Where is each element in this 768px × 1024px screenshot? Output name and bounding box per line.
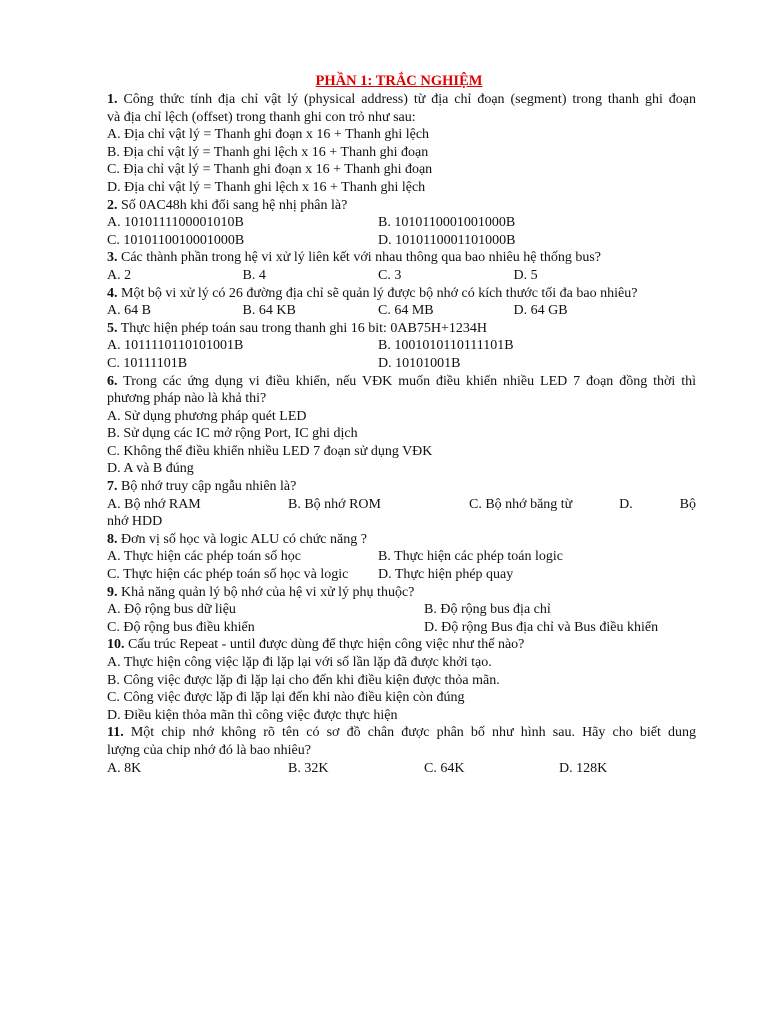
option-d: D. 128K (559, 760, 608, 776)
question-text: Số 0AC48h khi đổi sang hệ nhị phân là? (117, 197, 348, 213)
question-text: Trong các ứng dụng vi điều khiển, nếu VĐK muốn điều khiển nhiều LED 7 đoạn đồng thời thì (117, 373, 696, 389)
question-1-option-c: C. Địa chỉ vật lý = Thanh ghi đoạn x 16 + Thanh ghi đoạn (107, 162, 433, 178)
option-d: D. Thực hiện phép quay (378, 567, 514, 583)
option-d: D. 10101001B (378, 355, 461, 371)
question-7-options (107, 496, 696, 514)
option-c-d (469, 496, 696, 514)
question-11-options (107, 760, 696, 778)
question-2 (107, 197, 696, 215)
question-text: Công thức tính địa chỉ vật lý (physical address) từ địa chỉ đoạn (segment) trong thanh ghi đoạn (117, 92, 696, 107)
question-2-options-cd (107, 232, 696, 250)
question-number: 10. (107, 637, 125, 653)
option-d-label: D. (619, 496, 633, 512)
option-a: A. 8K (107, 760, 142, 776)
question-7 (107, 478, 696, 496)
question-number: 9. (107, 584, 118, 600)
option-b: B. 32K (288, 760, 329, 776)
question-text: Một chip nhớ không rõ tên có sơ đồ chân được phân bố như hình sau. Hãy cho biết dung (123, 725, 696, 741)
question-4 (107, 285, 696, 303)
question-text: Thực hiện phép toán sau trong thanh ghi 16 bit: 0AB75H+1234H (117, 320, 487, 336)
question-text: Các thành phần trong hệ vi xử lý liên kết với nhau thông qua bao nhiêu hệ thống bus? (117, 250, 602, 266)
question-8 (107, 531, 696, 549)
option-c: C. Độ rộng bus điều khiển (107, 619, 255, 635)
question-number: 5. (107, 320, 118, 336)
option-b: B. Bộ nhớ ROM (288, 496, 381, 512)
option-c: C. 3 (378, 267, 402, 283)
question-6-option-d: D. A và B đúng (107, 461, 194, 477)
option-c: C. 64K (424, 760, 465, 776)
question-9 (107, 584, 696, 602)
question-number: 11. (107, 725, 124, 741)
question-10-option-b: B. Công việc được lặp đi lặp lại cho đến khi điều kiện được thỏa mãn. (107, 672, 500, 688)
question-number: 4. (107, 285, 118, 301)
question-9-options-ab (107, 601, 696, 619)
question-1-line-2: và địa chỉ lệch (offset) trong thanh ghi con trỏ như sau: (107, 109, 416, 125)
option-c: C. Thực hiện các phép toán số học và logic (107, 567, 349, 583)
question-1-option-a: A. Địa chỉ vật lý = Thanh ghi đoạn x 16 + Thanh ghi lệch (107, 127, 430, 143)
option-d: D. 5 (513, 267, 538, 283)
question-11-line-2: lượng của chip nhớ đó là bao nhiêu? (107, 742, 311, 758)
question-9-options-cd (107, 619, 696, 637)
option-c: C. 64 MB (378, 303, 434, 319)
question-number: 6. (107, 373, 118, 389)
question-text: Bộ nhớ truy cập ngẫu nhiên là? (117, 479, 297, 495)
question-4-options (107, 302, 696, 320)
question-5-options-ab (107, 337, 696, 355)
question-6-option-b: B. Sử dụng các IC mở rộng Port, IC ghi dịch (107, 426, 358, 442)
option-c: C. 1010110010001000B (107, 232, 245, 248)
section-title: PHẦN 1: TRẮC NGHIỆM (315, 73, 483, 89)
option-d-text-start: Bộ (679, 496, 696, 512)
option-d: D. Độ rộng Bus địa chỉ và Bus điều khiển (424, 619, 659, 635)
question-2-options-ab (107, 214, 696, 232)
option-c: C. 10111101B (107, 355, 188, 371)
question-number: 1. (107, 92, 118, 107)
option-d: D. 1010110001101000B (378, 232, 516, 248)
option-b: B. 4 (242, 267, 266, 283)
question-5 (107, 320, 696, 338)
question-8-options-ab (107, 548, 696, 566)
question-10-option-c: C. Công việc được lặp đi lặp lại đến khi nào điều kiện còn đúng (107, 690, 465, 706)
question-10-option-a: A. Thực hiện công việc lặp đi lặp lại với số lần lặp đã được khởi tạo. (107, 655, 492, 670)
option-b: B. Thực hiện các phép toán logic (378, 549, 563, 565)
question-6-line-1 (107, 373, 696, 391)
question-1-option-d: D. Địa chỉ vật lý = Thanh ghi lệch x 16 + Thanh ghi lệch (107, 179, 426, 195)
option-b: B. 64 KB (242, 303, 296, 319)
question-1-option-b: B. Địa chỉ vật lý = Thanh ghi lệch x 16 + Thanh ghi đoạn (107, 144, 429, 160)
question-number: 7. (107, 479, 118, 495)
question-6-line-2: phương pháp nào là khả thi? (107, 391, 267, 407)
question-1-line-1 (107, 91, 696, 109)
question-text: Cấu trúc Repeat - until được dùng để thực hiện công việc như thế nào? (124, 637, 525, 653)
question-8-options-cd (107, 566, 696, 584)
question-6-option-c: C. Không thể điều khiển nhiều LED 7 đoạn sử dụng VĐK (107, 443, 433, 459)
question-text: Khả năng quản lý bộ nhớ của hệ vi xử lý phụ thuộc? (117, 584, 415, 600)
option-a: A. 1011110110101001B (107, 338, 244, 354)
option-a: A. Thực hiện các phép toán số học (107, 549, 301, 565)
question-10-option-d: D. Điều kiện thỏa mãn thì công việc được thực hiện (107, 707, 398, 723)
question-6-option-a: A. Sử dụng phương pháp quét LED (107, 408, 307, 424)
option-a: A. 2 (107, 267, 132, 283)
option-d: D. 64 GB (513, 303, 568, 319)
option-b: B. 1001010110111101B (378, 338, 514, 354)
option-a: A. Bộ nhớ RAM (107, 496, 201, 512)
question-list (107, 91, 696, 777)
question-number: 3. (107, 250, 118, 266)
option-b: B. 1010110001001000B (378, 215, 516, 231)
question-3 (107, 249, 696, 267)
question-3-options (107, 267, 696, 285)
question-text: Một bộ vi xử lý có 26 đường địa chỉ sẽ quản lý được bộ nhớ có kích thước tối đa bao nhiêu? (117, 285, 638, 301)
option-a: A. 1010111100001010B (107, 215, 244, 231)
question-5-options-cd (107, 355, 696, 373)
question-number: 8. (107, 531, 118, 547)
question-11-line-1 (107, 724, 696, 742)
option-c: C. Bộ nhớ băng từ (469, 496, 573, 512)
question-number: 2. (107, 197, 118, 213)
question-text: Đơn vị số học và logic ALU có chức năng ? (117, 531, 367, 547)
option-a: A. Độ rộng bus dữ liệu (107, 602, 236, 618)
option-b: B. Độ rộng bus địa chỉ (424, 602, 551, 618)
question-7-option-d-continued: nhớ HDD (107, 514, 163, 530)
question-10 (107, 636, 696, 654)
option-a: A. 64 B (107, 303, 151, 319)
